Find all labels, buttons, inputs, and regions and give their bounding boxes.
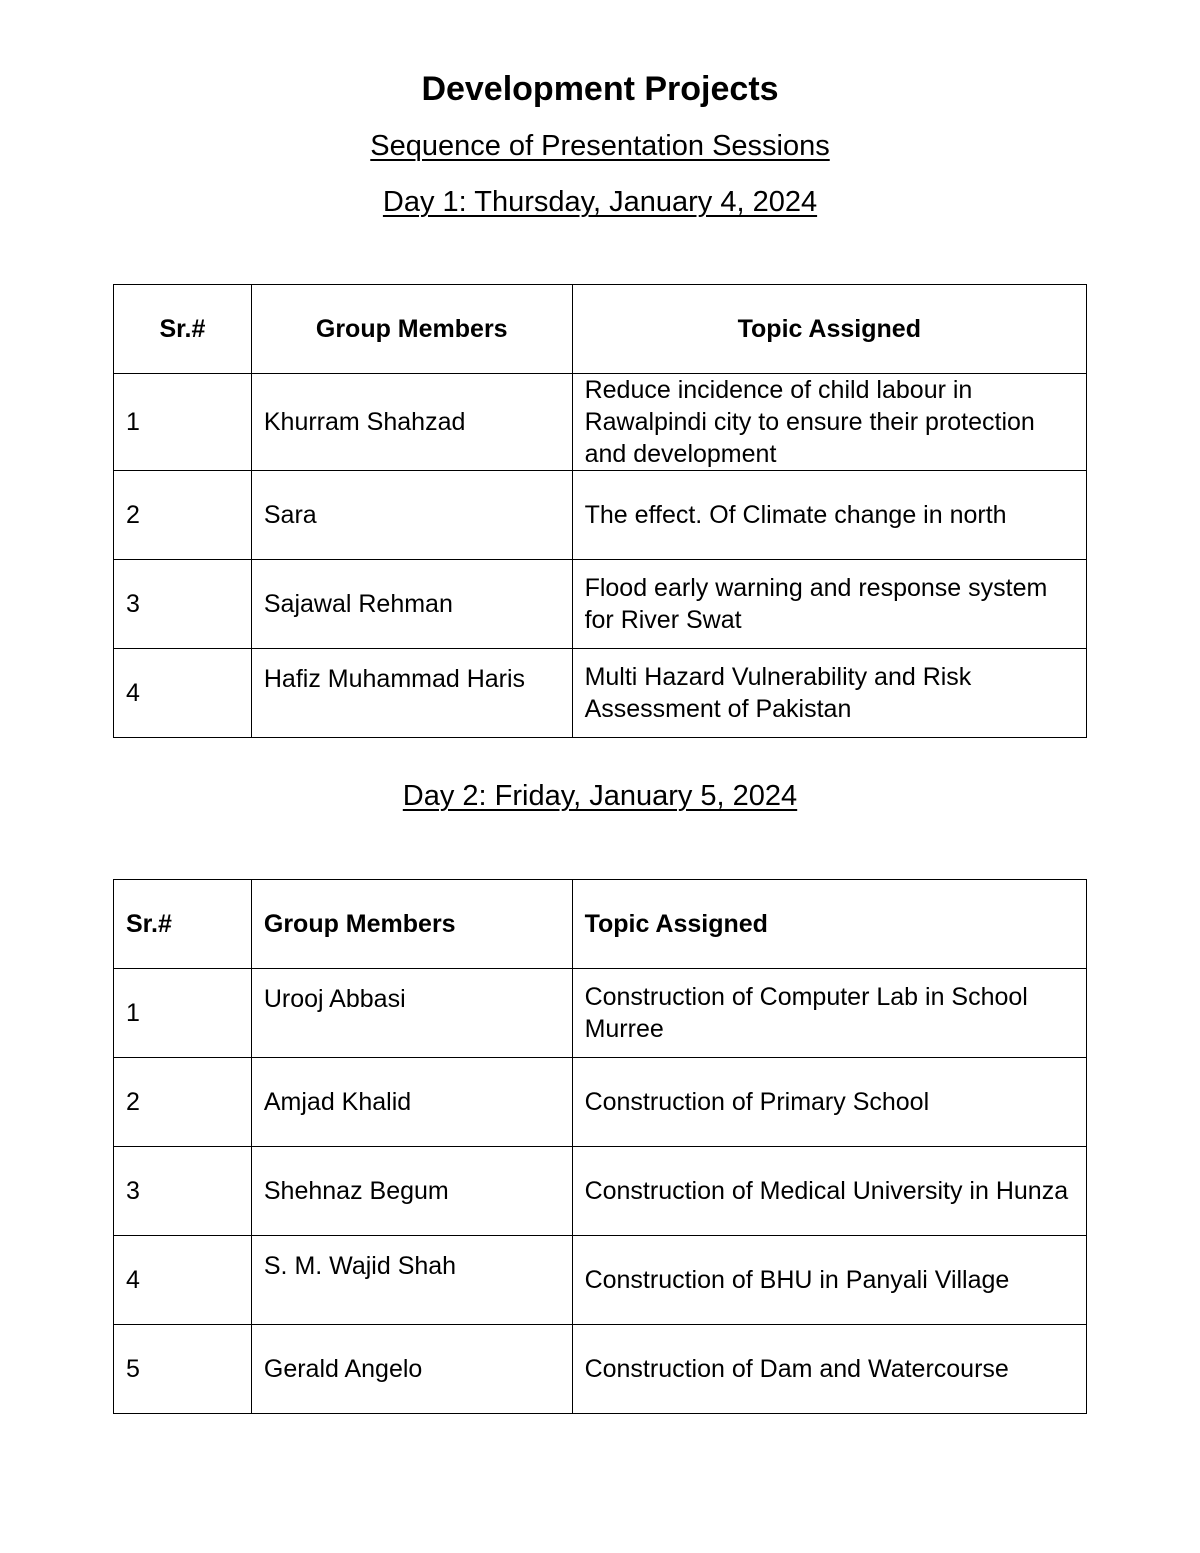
cell-sr: 3: [114, 1147, 252, 1236]
cell-sr: 4: [114, 1236, 252, 1325]
table-row: [114, 1236, 1087, 1325]
cell-topic: The effect. Of Climate change in north: [572, 471, 1086, 560]
cell-topic: Construction of Computer Lab in School Murree: [572, 969, 1086, 1058]
day1-heading: [0, 186, 1200, 219]
header-topic: Topic Assigned: [572, 880, 1086, 969]
cell-members: Urooj Abbasi: [251, 969, 572, 1058]
cell-topic: Reduce incidence of child labour in Rawalpindi city to ensure their protection and development: [572, 374, 1086, 471]
day2-table: [113, 879, 1087, 1414]
table-header-row: [114, 285, 1087, 374]
day1-heading-text: Day 1: Thursday, January 4, 2024: [382, 186, 818, 218]
header-sr: Sr.#: [114, 880, 252, 969]
cell-topic: Construction of Primary School: [572, 1058, 1086, 1147]
cell-topic: Flood early warning and response system for River Swat: [572, 560, 1086, 649]
cell-members: Shehnaz Begum: [251, 1147, 572, 1236]
header-topic: Topic Assigned: [572, 285, 1086, 374]
cell-sr: 3: [114, 560, 252, 649]
table-row: [114, 1147, 1087, 1236]
cell-topic: Construction of BHU in Panyali Village: [572, 1236, 1086, 1325]
cell-sr: 1: [114, 374, 252, 471]
header-members: Group Members: [251, 880, 572, 969]
cell-members: Khurram Shahzad: [251, 374, 572, 471]
cell-members: S. M. Wajid Shah: [251, 1236, 572, 1325]
cell-sr: 2: [114, 471, 252, 560]
day1-table: [113, 284, 1087, 738]
table-row: [114, 1325, 1087, 1414]
header-members: Group Members: [251, 285, 572, 374]
cell-members: Gerald Angelo: [251, 1325, 572, 1414]
cell-sr: 4: [114, 649, 252, 738]
day2-heading: [0, 780, 1200, 813]
cell-members: Sara: [251, 471, 572, 560]
page-title: Development Projects: [421, 70, 779, 108]
table-row: [114, 969, 1087, 1058]
subtitle-text: Sequence of Presentation Sessions: [370, 130, 830, 162]
day2-heading-text: Day 2: Friday, January 5, 2024: [402, 780, 798, 812]
cell-members: Hafiz Muhammad Haris: [251, 649, 572, 738]
table-row: [114, 1058, 1087, 1147]
table-row: [114, 374, 1087, 471]
cell-sr: 1: [114, 969, 252, 1058]
cell-topic: Multi Hazard Vulnerability and Risk Assessment of Pakistan: [572, 649, 1086, 738]
table-row: [114, 649, 1087, 738]
cell-sr: 5: [114, 1325, 252, 1414]
header-sr: Sr.#: [114, 285, 252, 374]
cell-topic: Construction of Medical University in Hunza: [572, 1147, 1086, 1236]
subtitle: [0, 130, 1200, 163]
cell-sr: 2: [114, 1058, 252, 1147]
table-header-row: [114, 880, 1087, 969]
table-row: [114, 560, 1087, 649]
cell-members: Sajawal Rehman: [251, 560, 572, 649]
table-row: [114, 471, 1087, 560]
cell-members: Amjad Khalid: [251, 1058, 572, 1147]
cell-topic: Construction of Dam and Watercourse: [572, 1325, 1086, 1414]
